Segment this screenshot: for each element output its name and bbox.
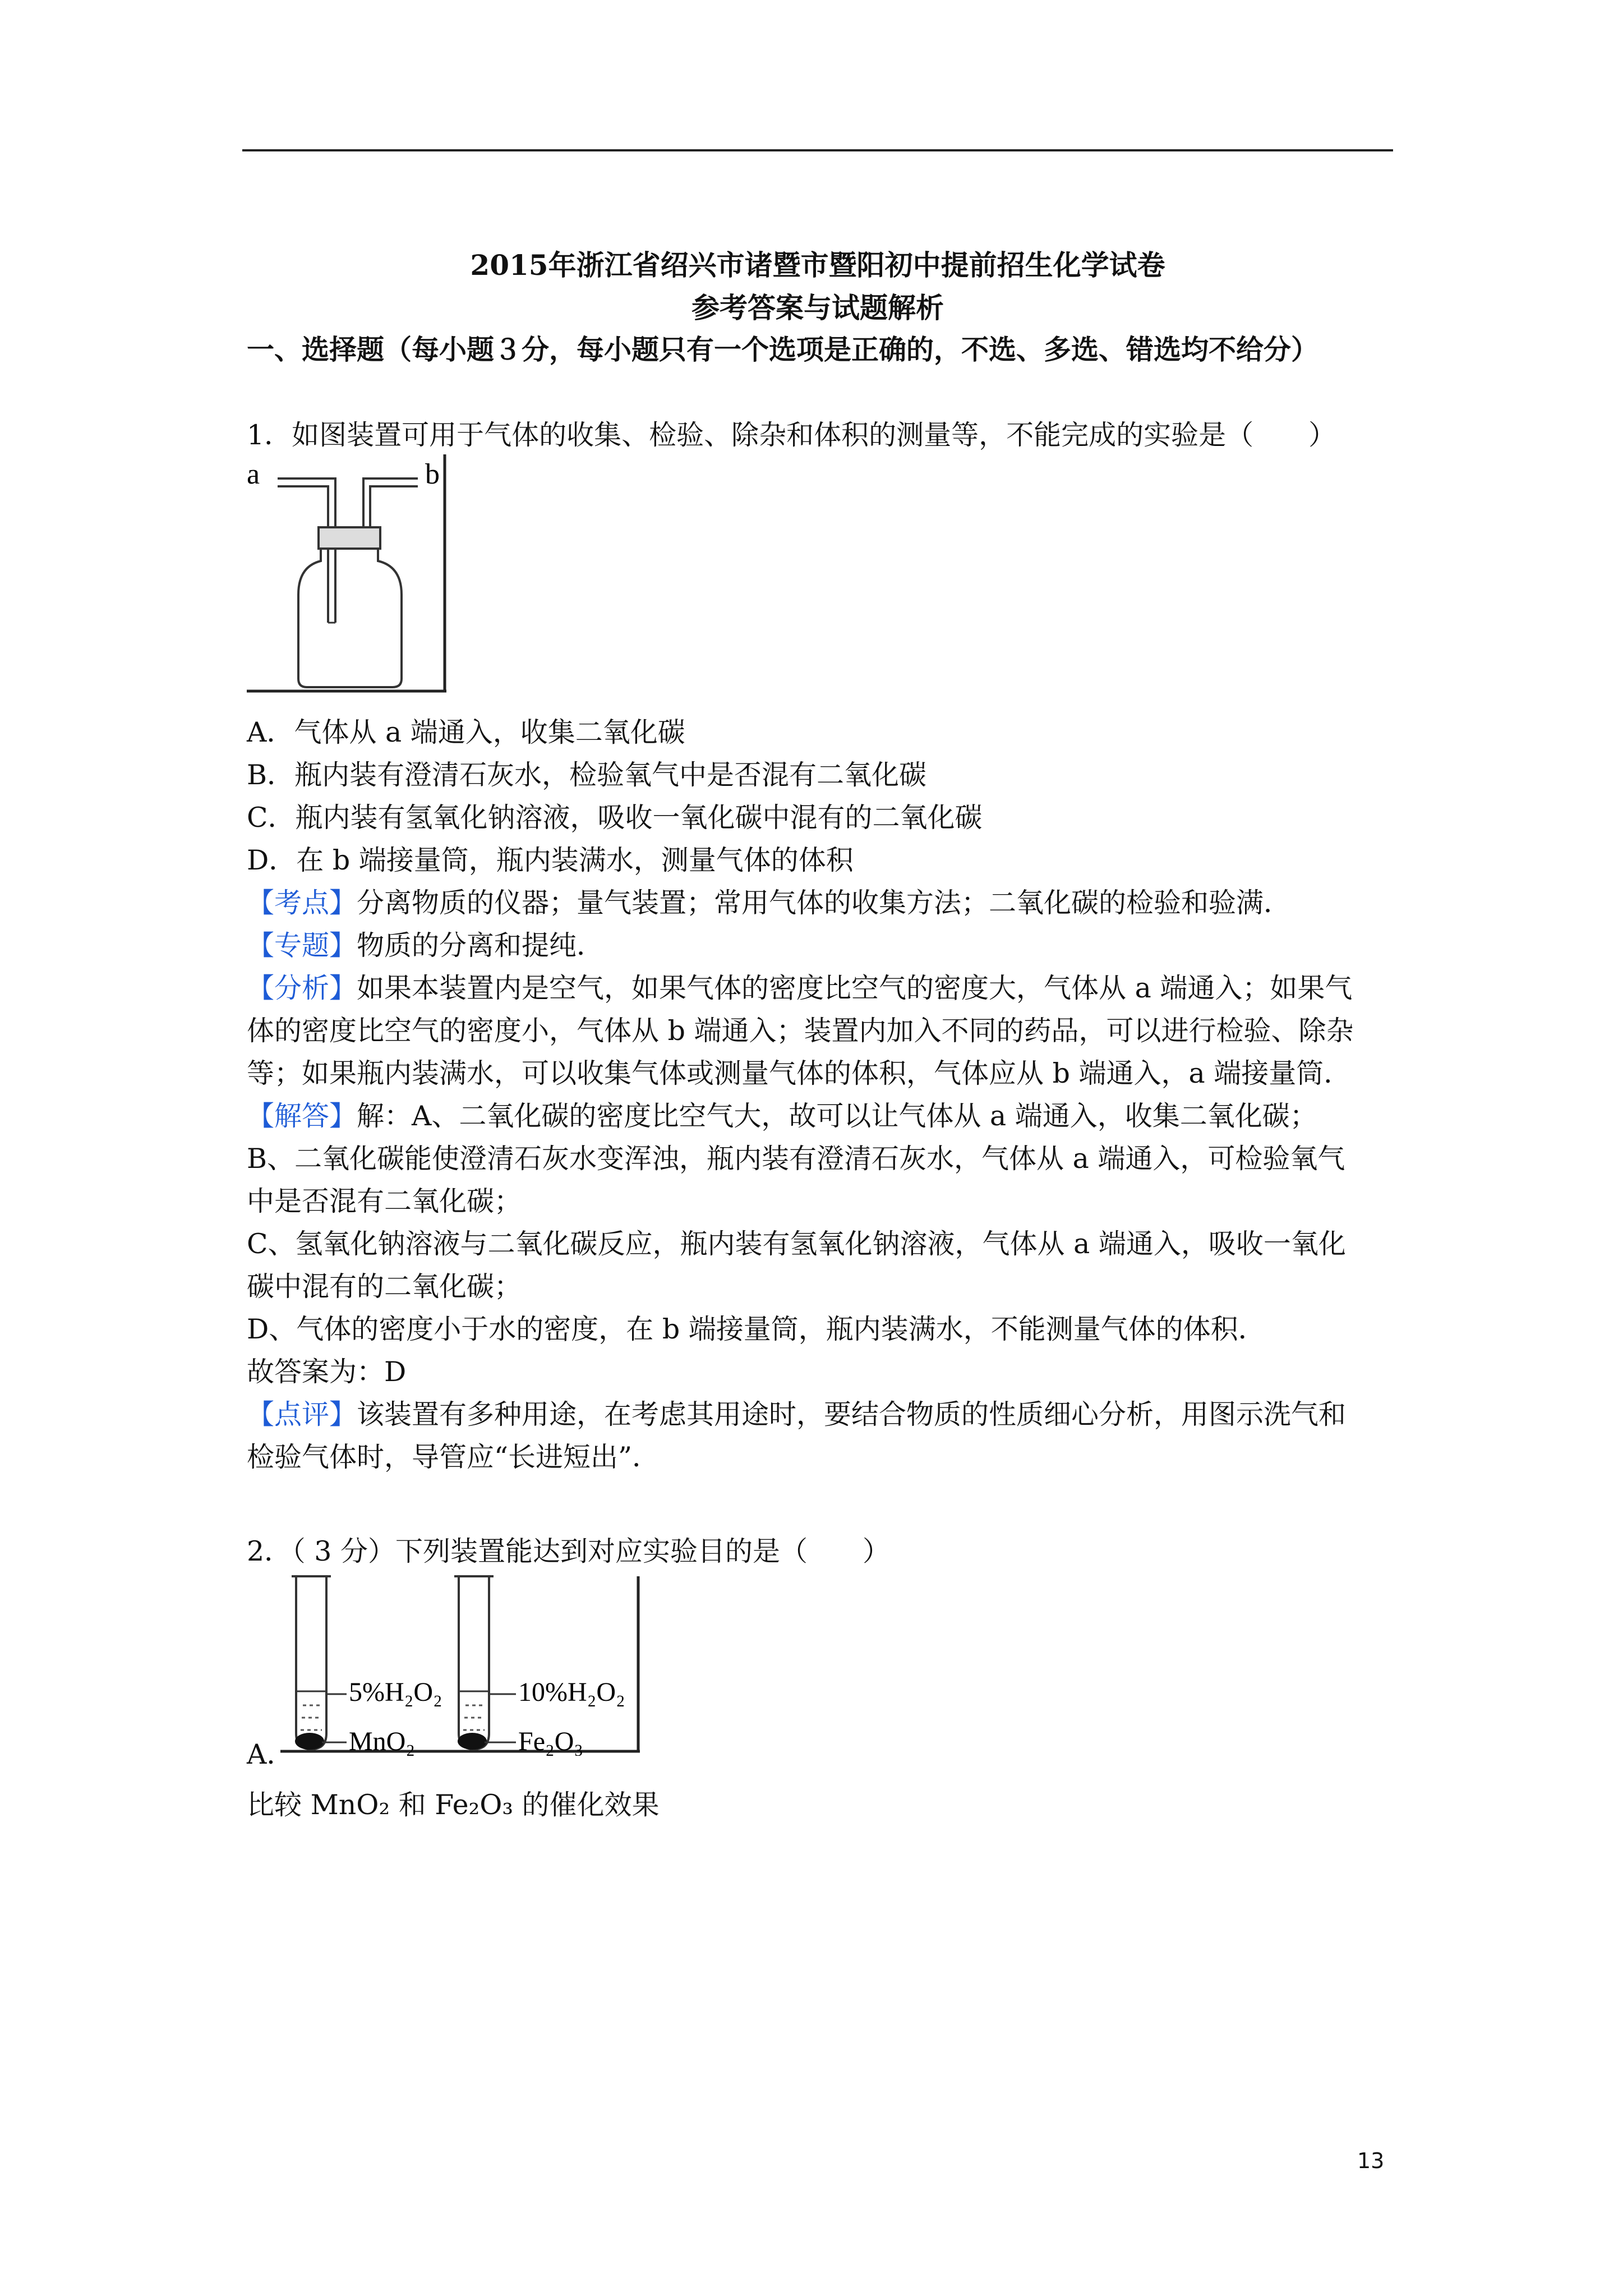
jieda-line-d: D、气体的密度小于水的密度，在 b 端接量筒，瓶内装满水，不能测量气体的体积． — [247, 1313, 1266, 1345]
q1-kaodian — [247, 882, 1396, 924]
page-subtitle: 参考答案与试题解析 — [691, 291, 944, 324]
q1-jieda — [247, 1095, 1396, 1138]
jieda-answer: 故答案为：D — [247, 1356, 407, 1388]
fenxi-tag: 【分析】 — [247, 972, 357, 1004]
q2-option-a-text: 比较 MnO₂ 和 Fe₂O₃ 的催化效果 — [247, 1789, 660, 1821]
fenxi-line-3: 等；如果瓶内装满水，可以收集气体或测量气体的体积，气体应从 b 端通入，a 端接量筒． — [247, 1057, 1352, 1089]
q2-tube-2 — [459, 1576, 489, 1749]
header-rule — [242, 149, 1393, 151]
q1-option-c: C．瓶内装有氢氧化钠溶液，吸收一氧化碳中混有的二氧化碳 — [247, 802, 983, 834]
jieda-line-c2: 碳中混有的二氧化碳； — [247, 1271, 522, 1303]
q1-option-b: B．瓶内装有澄清石灰水，检验氧气中是否混有二氧化碳 — [247, 759, 927, 791]
q2-test-tubes-figure — [280, 1571, 645, 1756]
dianping-tag: 【点评】 — [247, 1398, 357, 1430]
q2-label-fe2o3: Fe₂O₃ — [518, 1727, 584, 1756]
jieda-line-b2: 中是否混有二氧化碳； — [247, 1185, 522, 1217]
q2-option-a-label: A． — [247, 1738, 294, 1770]
q1-dianping — [247, 1393, 1396, 1436]
q2-tube-1 — [296, 1576, 326, 1749]
jieda-line-c1: C、氢氧化钠溶液与二氧化碳反应，瓶内装有氢氧化钠溶液，气体从 a 端通入，吸收一氧化 — [247, 1228, 1346, 1260]
page-title: 2015年浙江省绍兴市诸暨市暨阳初中提前招生化学试卷 — [470, 249, 1165, 282]
q1-option-a: A．气体从 a 端通入，收集二氧化碳 — [247, 716, 685, 748]
jieda-first: 解：A、二氧化碳的密度比空气大，故可以让气体从 a 端通入，收集二氧化碳； — [357, 1100, 1317, 1132]
q2-stem: 2．（ 3 分）下列装置能达到对应实验目的是（ ） — [247, 1535, 891, 1567]
q2-label-5pct-h2o2: 5%H₂O₂ — [349, 1677, 442, 1707]
section-heading: 一、选择题（每小题３分，每小题只有一个选项是正确的，不选、多选、错选均不给分） — [247, 333, 1319, 366]
q2-label-10pct-h2o2: 10%H₂O₂ — [518, 1677, 625, 1707]
q1-label-a: a — [247, 458, 260, 490]
q1-bottle — [298, 549, 402, 687]
q1-option-d: D．在 b 端接量筒，瓶内装满水，测量气体的体积 — [247, 844, 854, 876]
kaodian-text: 分离物质的仪器；量气装置；常用气体的收集方法；二氧化碳的检验和验满． — [357, 887, 1292, 919]
zhuanti-text: 物质的分离和提纯． — [357, 930, 605, 961]
q1-zhuanti — [247, 924, 1396, 967]
dianping-first: 该装置有多种用途，在考虑其用途时，要结合物质的性质细心分析，用图示洗气和 — [357, 1398, 1347, 1430]
q1-long-tube — [278, 478, 335, 623]
jieda-tag: 【解答】 — [247, 1100, 357, 1132]
q1-stem: 1．如图装置可用于气体的收集、检验、除杂和体积的测量等，不能完成的实验是（ ） — [247, 419, 1336, 451]
dianping-second: 检验气体时，导管应“长进短出”． — [247, 1441, 660, 1473]
q1-stopper — [319, 527, 380, 549]
fenxi-line-2: 体的密度比空气的密度小，气体从 b 端通入；装置内加入不同的药品，可以进行检验、除杂 — [247, 1015, 1354, 1047]
q1-gas-bottle-figure — [247, 449, 454, 696]
q2-label-mno2: MnO₂ — [349, 1727, 416, 1756]
kaodian-tag: 【考点】 — [247, 887, 357, 919]
q1-label-b: b — [425, 458, 440, 490]
fenxi-line-1: 如果本装置内是空气，如果气体的密度比空气的密度大，气体从 a 端通入；如果气 — [357, 972, 1353, 1004]
zhuanti-tag: 【专题】 — [247, 930, 357, 961]
q1-fenxi — [247, 967, 1396, 1010]
jieda-line-b1: B、二氧化碳能使澄清石灰水变浑浊，瓶内装有澄清石灰水，气体从 a 端通入，可检验氧气 — [247, 1143, 1345, 1175]
page-number: 13 — [1357, 2148, 1385, 2173]
